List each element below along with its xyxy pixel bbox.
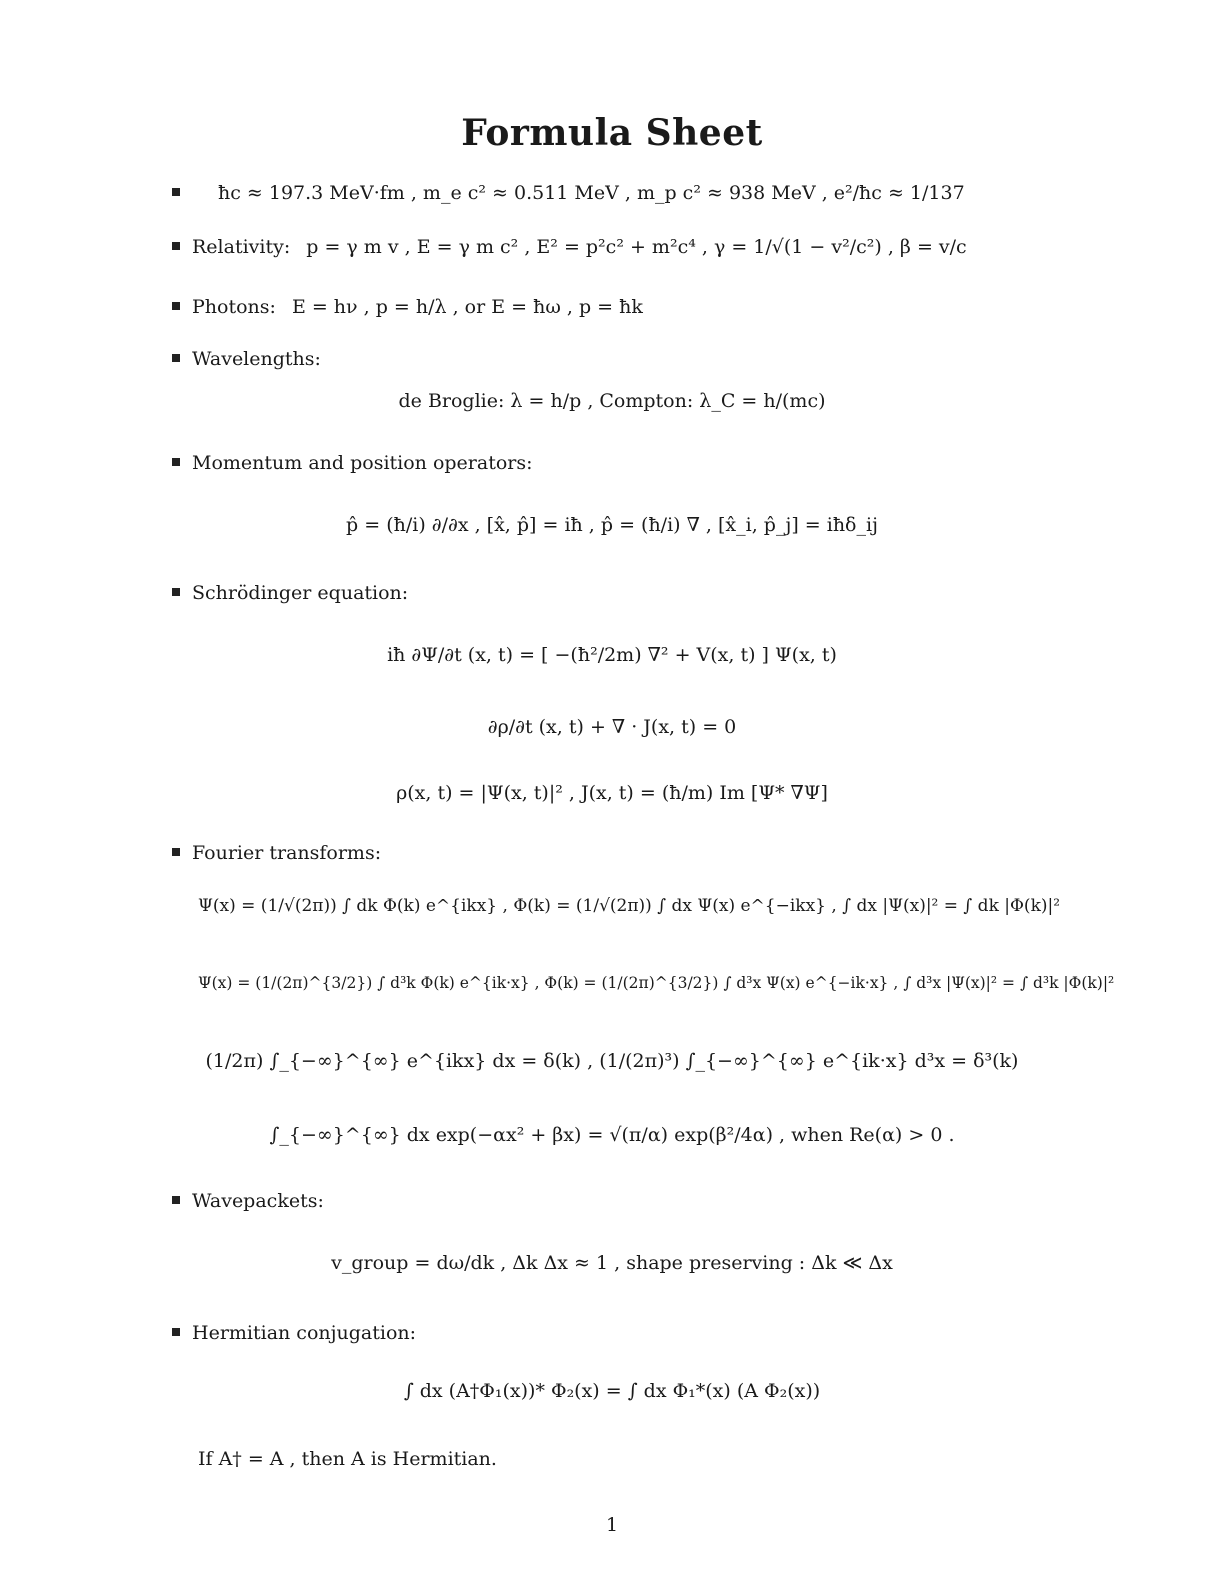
relativity-line [172, 236, 1112, 258]
constants-text: ħc ≈ 197.3 MeV·fm , m_e c² ≈ 0.511 MeV , m_p c² ≈ 938 MeV , e²/ħc ≈ 1/137 [218, 182, 965, 204]
constants-line [172, 182, 1112, 204]
operators-heading [172, 452, 1112, 474]
fourier-label: Fourier transforms: [192, 842, 382, 864]
fourier-3d-equation: Ψ(x) = (1/(2π)^{3/2}) ∫ d³k Φ(k) e^{ik·x} , Φ(k) = (1/(2π)^{3/2}) ∫ d³x Ψ(x) e^{−ik·x} , ∫ d³x |Ψ(x)|² = ∫ d³k |Φ(k)|² [198, 974, 1115, 992]
operators-label: Momentum and position operators: [192, 452, 533, 474]
page-number: 1 [605, 1514, 619, 1536]
photons-line [172, 296, 1112, 318]
hermitian-note: If A† = A , then A is Hermitian. [198, 1448, 497, 1470]
bullet-icon [172, 302, 180, 310]
delta-function-equation: (1/2π) ∫_{−∞}^{∞} e^{ikx} dx = δ(k) , (1/(2π)³) ∫_{−∞}^{∞} e^{ik·x} d³x = δ³(k) [205, 1050, 1019, 1072]
bullet-icon [172, 188, 180, 196]
bullet-icon [172, 588, 180, 596]
hermitian-heading [172, 1322, 1112, 1344]
wavepackets-label: Wavepackets: [192, 1190, 324, 1212]
bullet-icon [172, 1328, 180, 1336]
hermitian-equation: ∫ dx (A†Φ₁(x))* Φ₂(x) = ∫ dx Φ₁*(x) (A Φ₂(x)) [403, 1380, 821, 1402]
page-title: Formula Sheet [461, 112, 763, 154]
wavepackets-equation: v_group = dω/dk , Δk Δx ≈ 1 , shape preserving : Δk ≪ Δx [331, 1252, 893, 1274]
bullet-icon [172, 242, 180, 250]
wavelengths-label: Wavelengths: [192, 348, 321, 370]
photons-label: Photons: [192, 296, 276, 318]
wavepackets-heading [172, 1190, 1112, 1212]
fourier-heading [172, 842, 1112, 864]
schrodinger-heading [172, 582, 1112, 604]
bullet-icon [172, 458, 180, 466]
wavelengths-heading [172, 348, 1112, 370]
density-current-equation: ρ(x, t) = |Ψ(x, t)|² , J(x, t) = (ħ/m) Im [Ψ* ∇Ψ] [396, 782, 828, 804]
wavelengths-equation: de Broglie: λ = h/p , Compton: λ_C = h/(mc) [398, 390, 826, 412]
continuity-equation: ∂ρ/∂t (x, t) + ∇ · J(x, t) = 0 [487, 716, 737, 738]
relativity-label: Relativity: [192, 236, 291, 258]
schrodinger-equation: iħ ∂Ψ/∂t (x, t) = [ −(ħ²/2m) ∇² + V(x, t) ] Ψ(x, t) [387, 644, 837, 666]
bullet-icon [172, 354, 180, 362]
operators-equation: p̂ = (ħ/i) ∂/∂x , [x̂, p̂] = iħ , p̂ = (ħ/i) ∇ , [x̂_i, p̂_j] = iħδ_ij [346, 514, 878, 536]
hermitian-label: Hermitian conjugation: [192, 1322, 417, 1344]
gaussian-integral-equation: ∫_{−∞}^{∞} dx exp(−αx² + βx) = √(π/α) exp(β²/4α) , when Re(α) > 0 . [269, 1124, 955, 1146]
relativity-text: p = γ m v , E = γ m c² , E² = p²c² + m²c⁴ , γ = 1/√(1 − v²/c²) , β = v/c [306, 236, 967, 258]
fourier-1d-equation: Ψ(x) = (1/√(2π)) ∫ dk Φ(k) e^{ikx} , Φ(k) = (1/√(2π)) ∫ dx Ψ(x) e^{−ikx} , ∫ dx |Ψ(x)|² = ∫ dk |Φ(k)|² [198, 896, 1061, 916]
photons-text: E = hν , p = h/λ , or E = ħω , p = ħk [291, 296, 643, 318]
schrodinger-label: Schrödinger equation: [192, 582, 409, 604]
bullet-icon [172, 1196, 180, 1204]
bullet-icon [172, 848, 180, 856]
